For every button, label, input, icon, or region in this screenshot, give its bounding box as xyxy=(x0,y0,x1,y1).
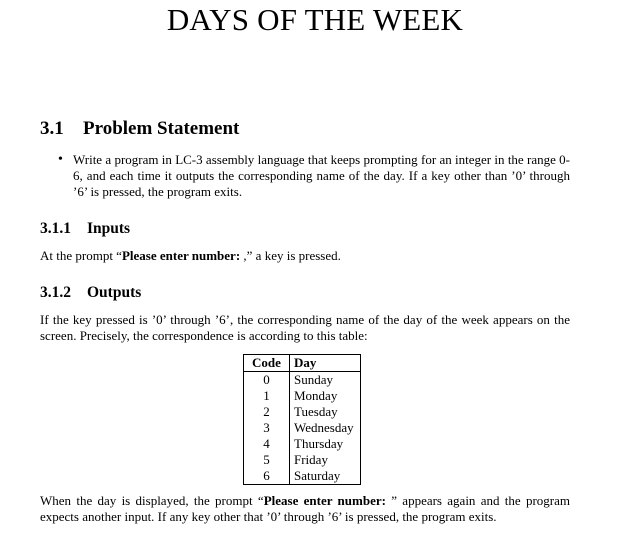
code-cell: 0 xyxy=(244,372,290,389)
inputs-title: Inputs xyxy=(87,220,131,237)
table-row xyxy=(244,452,361,468)
inputs-number: 3.1.1 xyxy=(40,220,71,237)
day-cell: Thursday xyxy=(294,436,344,451)
code-cell: 1 xyxy=(244,388,290,404)
closing-prompt: Please enter number: xyxy=(263,493,392,508)
day-cell: Saturday xyxy=(294,468,341,483)
code-cell: 5 xyxy=(244,452,290,468)
section-number: 3.1 xyxy=(40,118,64,139)
table-row xyxy=(244,388,361,404)
outputs-title: Outputs xyxy=(87,284,142,301)
inputs-heading xyxy=(40,219,130,239)
outputs-paragraph: If the key pressed is ’0’ through ’6’, the corresponding name of the day of the week appears on the screen. Precisely, the correspondence is according to this table: xyxy=(40,312,570,343)
section-heading xyxy=(40,117,239,141)
inputs-text-after: ,” a key is pressed. xyxy=(243,248,341,263)
closing-text-before: When the day is displayed, the prompt “ xyxy=(40,493,264,508)
table-row xyxy=(244,404,361,420)
table-row xyxy=(244,468,361,485)
closing-text-after: ” appears again and the program expects another input. If any key other that ’0’ through ’6’ is pressed, the program exits. xyxy=(40,493,570,524)
outputs-heading xyxy=(40,283,141,303)
table-row xyxy=(244,420,361,436)
outputs-number: 3.1.2 xyxy=(40,284,71,301)
code-cell: 2 xyxy=(244,404,290,420)
closing-paragraph xyxy=(40,493,570,525)
problem-bullet-text: Write a program in LC-3 assembly language that keeps prompting for an integer in the range 0-6, and each time it outputs the corresponding name of the day. If a key other than ’0’ through ’6’ is pressed, the program exits. xyxy=(73,152,570,199)
document-title: DAYS OF THE WEEK xyxy=(166,2,464,37)
day-cell: Sunday xyxy=(294,372,333,387)
table-header-row xyxy=(244,355,361,372)
bullet-icon: • xyxy=(58,152,63,167)
day-cell: Monday xyxy=(294,388,338,403)
code-cell: 6 xyxy=(244,468,290,485)
table-row xyxy=(244,372,361,389)
code-cell: 3 xyxy=(244,420,290,436)
inputs-paragraph xyxy=(40,248,580,264)
inputs-prompt: Please enter number: xyxy=(121,248,244,263)
day-cell: Friday xyxy=(294,452,328,467)
day-cell: Tuesday xyxy=(294,404,338,419)
day-column-header: Day xyxy=(290,355,361,372)
section-title: Problem Statement xyxy=(83,118,240,139)
code-column-header: Code xyxy=(244,355,290,372)
code-cell: 4 xyxy=(244,436,290,452)
day-cell: Wednesday xyxy=(294,420,354,435)
inputs-text-before: At the prompt “ xyxy=(40,248,122,263)
table-row xyxy=(244,436,361,452)
day-code-table xyxy=(243,354,361,485)
